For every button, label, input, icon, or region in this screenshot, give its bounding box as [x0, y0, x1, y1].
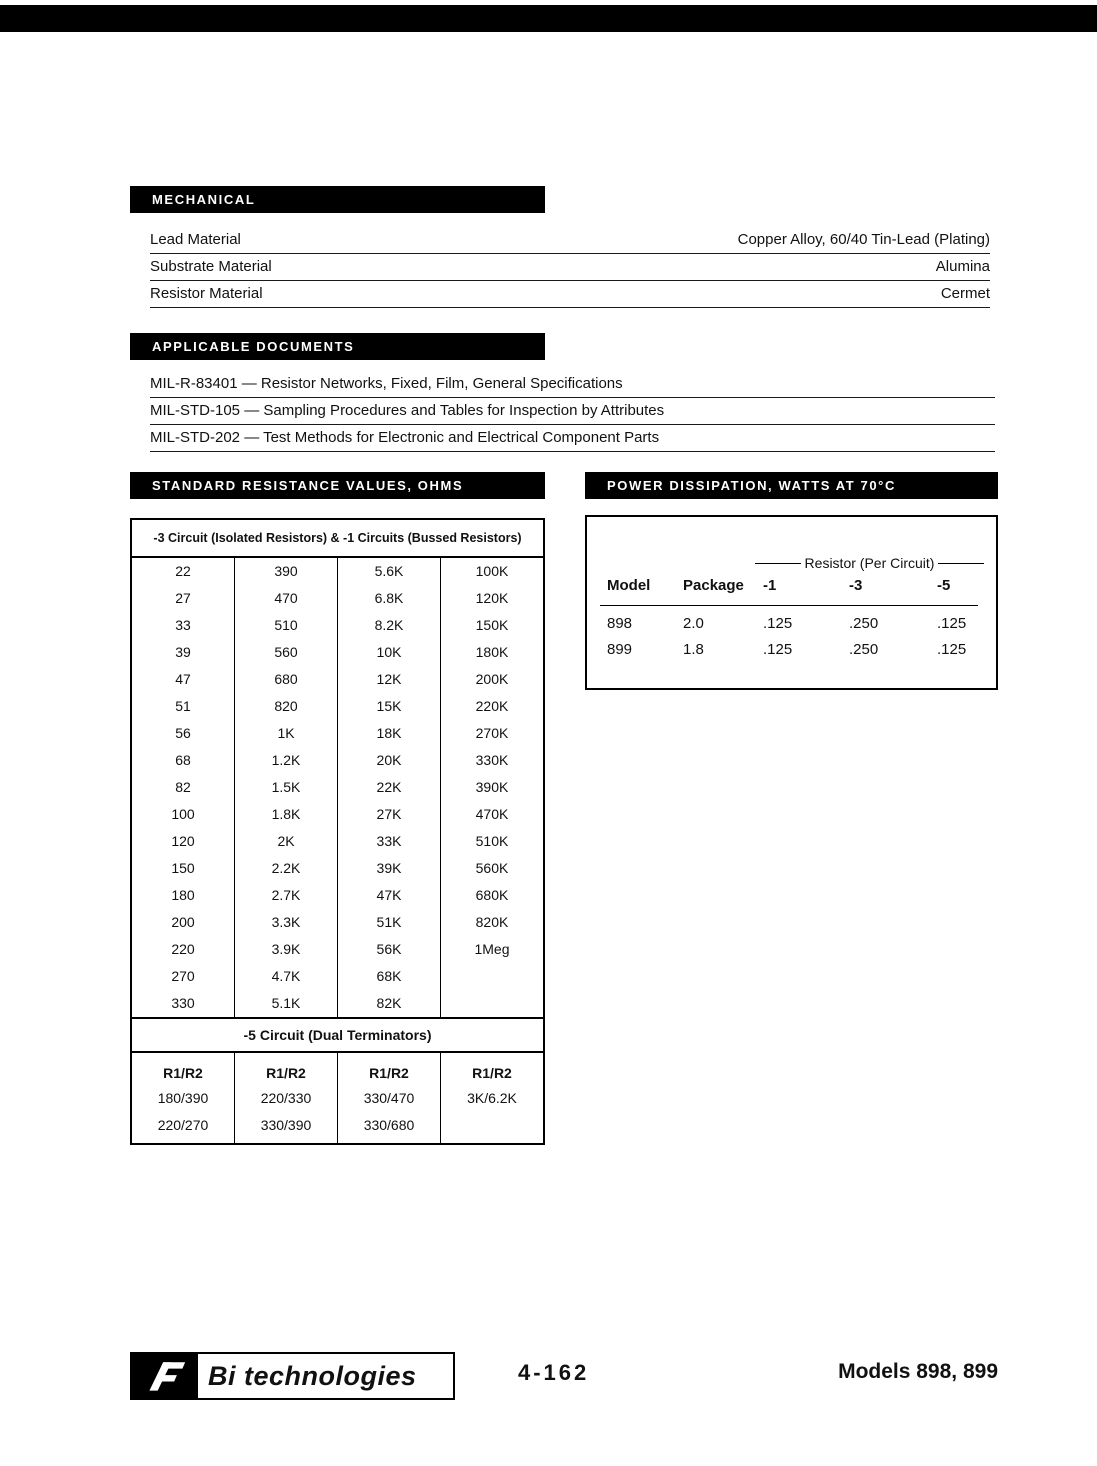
resistance-value: 1.2K — [235, 747, 338, 774]
power-row — [587, 611, 996, 637]
power-value: .250 — [849, 641, 879, 658]
resistance-value: 120 — [132, 828, 235, 855]
resistance-value: 820 — [235, 693, 338, 720]
power-header-row — [587, 577, 996, 594]
resistance-value: 56K — [338, 936, 441, 963]
resistance-row — [132, 801, 543, 828]
resistance-value: 150 — [132, 855, 235, 882]
power-value: .125 — [937, 641, 967, 658]
documents-list — [150, 371, 995, 452]
resistance-row — [132, 666, 543, 693]
resistance-value: 22 — [132, 558, 235, 585]
resistance-value: 560 — [235, 639, 338, 666]
power-value: .125 — [763, 641, 793, 658]
power-dissipation-title: POWER DISSIPATION, WATTS AT 70°C — [607, 478, 896, 493]
spec-label: Resistor Material — [150, 285, 263, 302]
mechanical-title: MECHANICAL — [152, 192, 256, 207]
resistance-value: 390K — [475, 779, 509, 795]
resistance-table — [130, 518, 545, 1145]
dual-col-header: R1/R2 — [235, 1053, 338, 1085]
resistance-value: 33 — [132, 612, 235, 639]
power-header-underline — [600, 605, 978, 606]
spec-value: Alumina — [935, 258, 990, 275]
spec-label: Substrate Material — [150, 258, 272, 275]
resistance-value: 680 — [235, 666, 338, 693]
power-value: 898 — [607, 615, 633, 632]
resistance-row — [132, 747, 543, 774]
spec-row — [150, 227, 990, 254]
resistance-value: 1.8K — [235, 801, 338, 828]
resistance-value: 22K — [338, 774, 441, 801]
logo-box — [130, 1352, 455, 1400]
resistance-value: 2.7K — [235, 882, 338, 909]
dual-row — [132, 1112, 543, 1143]
resistance-row — [132, 585, 543, 612]
power-span-header — [755, 555, 984, 571]
dual-value: 220/330 — [235, 1085, 338, 1112]
resistance-value: 39K — [338, 855, 441, 882]
resistance-value: 3.3K — [235, 909, 338, 936]
resistance-value: 51K — [338, 909, 441, 936]
resistance-row — [132, 693, 543, 720]
power-col-header: -1 — [763, 577, 777, 594]
resistance-row — [132, 612, 543, 639]
resistance-value: 1.5K — [235, 774, 338, 801]
resistance-row — [132, 855, 543, 882]
resistance-value: 33K — [338, 828, 441, 855]
standard-resistance-title: STANDARD RESISTANCE VALUES, OHMS — [152, 478, 464, 493]
resistance-value: 82 — [132, 774, 235, 801]
resistance-value: 5.6K — [338, 558, 441, 585]
resistance-row — [132, 990, 543, 1017]
resistance-value: 270K — [475, 725, 509, 741]
resistance-value: 2K — [235, 828, 338, 855]
resistance-value: 330K — [475, 752, 509, 768]
page-number: 4-162 — [518, 1360, 590, 1385]
document-item: MIL-STD-105 — Sampling Procedures and Tables for Inspection by Attributes — [150, 398, 995, 425]
resistance-row — [132, 936, 543, 963]
document-item: MIL-STD-202 — Test Methods for Electronic and Electrical Component Parts — [150, 425, 995, 452]
resistance-value: 68K — [338, 963, 441, 990]
dual-value: 330/470 — [338, 1085, 441, 1112]
power-value: .125 — [763, 615, 793, 632]
resistance-value: 200K — [475, 671, 509, 687]
resistance-value: 270 — [132, 963, 235, 990]
resistance-value: 220 — [132, 936, 235, 963]
resistance-row — [132, 909, 543, 936]
mechanical-rows — [150, 227, 990, 308]
resistance-value: 1K — [235, 720, 338, 747]
dual-col-header: R1/R2 — [338, 1053, 441, 1085]
power-col-header: Package — [683, 577, 744, 594]
power-table — [585, 515, 998, 690]
power-value: 2.0 — [683, 615, 704, 632]
dual-value: 330/390 — [235, 1112, 338, 1143]
resistance-value: 20K — [338, 747, 441, 774]
resistance-grid — [132, 558, 543, 1017]
dual-col-header: R1/R2 — [132, 1053, 235, 1085]
resistance-value: 120K — [475, 590, 509, 606]
resistance-value: 200 — [132, 909, 235, 936]
spec-label: Lead Material — [150, 231, 241, 248]
spec-row — [150, 254, 990, 281]
resistance-value: 820K — [475, 914, 509, 930]
resistance-value: 470K — [475, 806, 509, 822]
resistance-value: 1Meg — [474, 941, 510, 957]
dual-row — [132, 1085, 543, 1112]
dual-value — [441, 1112, 543, 1143]
resistance-value: 100 — [132, 801, 235, 828]
dual-value: 220/270 — [132, 1112, 235, 1143]
resistance-value: 27 — [132, 585, 235, 612]
resistance-value: 8.2K — [338, 612, 441, 639]
dual-value: 180/390 — [132, 1085, 235, 1112]
bi-logo-icon — [132, 1354, 198, 1398]
resistance-value: 680K — [475, 887, 509, 903]
power-value: .250 — [849, 615, 879, 632]
models-label: Models 898, 899 — [838, 1360, 998, 1383]
resistance-value: 10K — [338, 639, 441, 666]
power-col-header: -5 — [937, 577, 951, 594]
spec-row — [150, 281, 990, 308]
resistance-value: 180K — [475, 644, 509, 660]
section-header-standard-resistance — [130, 472, 545, 499]
resistance-value — [441, 990, 543, 1017]
resistance-value: 5.1K — [235, 990, 338, 1017]
resistance-row — [132, 558, 543, 585]
resistance-value: 15K — [338, 693, 441, 720]
power-span-header-text: Resistor (Per Circuit) — [804, 555, 935, 571]
resistance-value: 4.7K — [235, 963, 338, 990]
resistance-value: 390 — [235, 558, 338, 585]
power-rows — [587, 611, 996, 663]
resistance-value: 68 — [132, 747, 235, 774]
power-value: 899 — [607, 641, 633, 658]
resistance-value: 330 — [132, 990, 235, 1017]
resistance-row — [132, 720, 543, 747]
power-col-header: Model — [607, 577, 651, 594]
resistance-value: 560K — [475, 860, 509, 876]
section-header-applicable-documents — [130, 333, 545, 360]
resistance-value: 12K — [338, 666, 441, 693]
dual-terminator-header: -5 Circuit (Dual Terminators) — [132, 1017, 543, 1053]
resistance-value: 47K — [338, 882, 441, 909]
resistance-value — [441, 963, 543, 990]
resistance-value: 2.2K — [235, 855, 338, 882]
top-rule-bar — [0, 5, 1097, 32]
resistance-value: 39 — [132, 639, 235, 666]
dual-value: 3K/6.2K — [467, 1090, 517, 1106]
dual-col-header: R1/R2 — [472, 1065, 512, 1081]
span-rule-right — [938, 563, 984, 564]
section-header-mechanical — [130, 186, 545, 213]
logo-text: Bi technologies — [208, 1360, 417, 1391]
span-rule-left — [755, 563, 801, 564]
resistance-value: 6.8K — [338, 585, 441, 612]
resistance-value: 3.9K — [235, 936, 338, 963]
document-item: MIL-R-83401 — Resistor Networks, Fixed, Film, General Specifications — [150, 371, 995, 398]
applicable-documents-title: APPLICABLE DOCUMENTS — [152, 339, 355, 354]
resistance-value: 82K — [338, 990, 441, 1017]
resistance-value: 100K — [475, 563, 509, 579]
power-value: .125 — [937, 615, 967, 632]
dual-value: 330/680 — [338, 1112, 441, 1143]
resistance-row — [132, 774, 543, 801]
dual-header-row — [132, 1053, 543, 1085]
power-value: 1.8 — [683, 641, 704, 658]
resistance-value: 180 — [132, 882, 235, 909]
resistance-value: 510K — [475, 833, 509, 849]
resistance-row — [132, 963, 543, 990]
resistance-row — [132, 882, 543, 909]
resistance-value: 470 — [235, 585, 338, 612]
dual-grid — [132, 1053, 543, 1143]
resistance-value: 27K — [338, 801, 441, 828]
resistance-row — [132, 828, 543, 855]
section-header-power-dissipation — [585, 472, 998, 499]
resistance-value: 47 — [132, 666, 235, 693]
resistance-value: 56 — [132, 720, 235, 747]
resistance-value: 51 — [132, 693, 235, 720]
spec-value: Copper Alloy, 60/40 Tin-Lead (Plating) — [737, 231, 990, 248]
power-col-header: -3 — [849, 577, 863, 594]
spec-value: Cermet — [940, 285, 990, 302]
resistance-value: 150K — [475, 617, 509, 633]
resistance-value: 510 — [235, 612, 338, 639]
resistance-value: 220K — [475, 698, 509, 714]
resistance-row — [132, 639, 543, 666]
resistance-table-header: -3 Circuit (Isolated Resistors) & -1 Circuits (Bussed Resistors) — [132, 520, 543, 558]
power-row — [587, 637, 996, 663]
resistance-value: 18K — [338, 720, 441, 747]
